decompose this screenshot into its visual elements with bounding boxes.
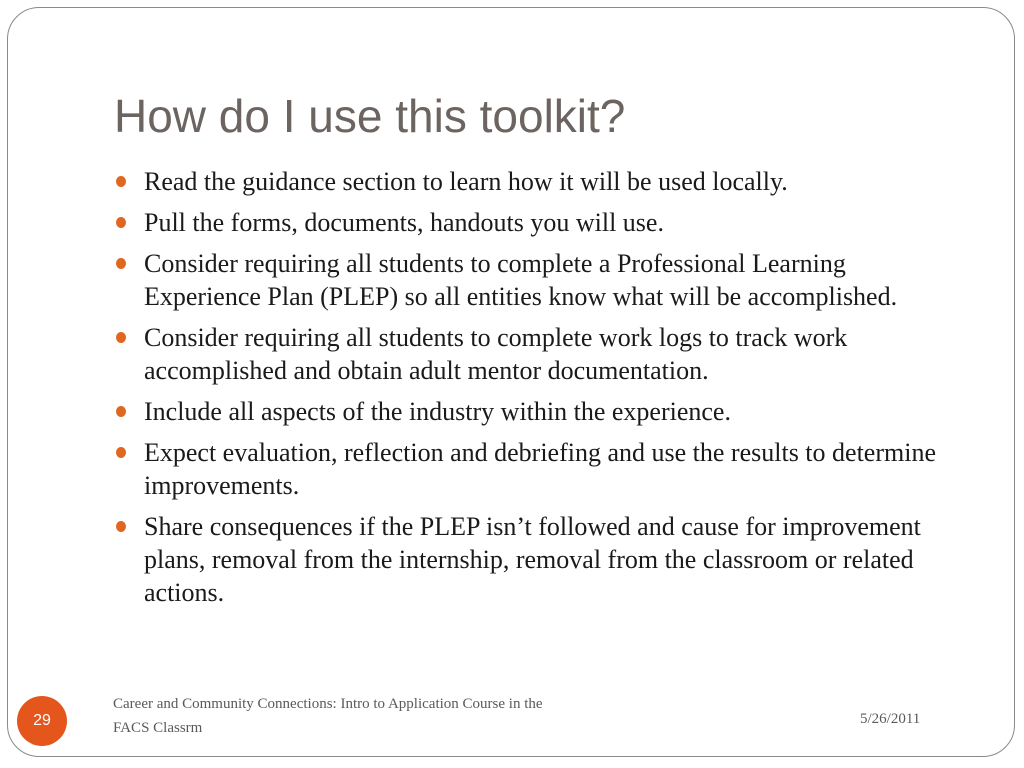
- bullet-dot-icon: [116, 176, 126, 187]
- page-number-badge: 29: [17, 696, 67, 746]
- bullet-text: Pull the forms, documents, handouts you will use.: [144, 208, 664, 237]
- bullet-text: Read the guidance section to learn how it will be used locally.: [144, 167, 788, 196]
- bullet-item: [114, 395, 954, 428]
- bullet-text: Consider requiring all students to complete a Professional Learning Experience Plan (PLEP) so all entities know what will be accomplished.: [144, 249, 898, 311]
- bullet-item: [114, 436, 954, 502]
- bullet-item: [114, 321, 954, 387]
- bullet-item: [114, 206, 954, 239]
- bullet-dot-icon: [116, 217, 126, 228]
- bullet-text: Consider requiring all students to complete work logs to track work accomplished and obtain adult mentor documentation.: [144, 323, 848, 385]
- bullet-dot-icon: [116, 521, 126, 532]
- slide-title: How do I use this toolkit?: [114, 90, 626, 142]
- bullet-dot-icon: [116, 447, 126, 458]
- bullet-text: Expect evaluation, reflection and debriefing and use the results to determine improvements.: [144, 438, 936, 500]
- bullet-text: Include all aspects of the industry within the experience.: [144, 397, 731, 426]
- bullet-text: Share consequences if the PLEP isn’t followed and cause for improvement plans, removal from the internship, removal from the classroom or related actions.: [144, 512, 921, 607]
- bullet-dot-icon: [116, 258, 126, 269]
- bullet-item: [114, 510, 954, 609]
- footer-date: 5/26/2011: [860, 711, 921, 727]
- bullet-item: [114, 247, 954, 313]
- bullet-dot-icon: [116, 332, 126, 343]
- bullet-item: [114, 165, 954, 198]
- bullet-dot-icon: [116, 406, 126, 417]
- footer-text: Career and Community Connections: Intro to Application Course in the FACS Classrm: [113, 696, 543, 736]
- bullet-list: [114, 165, 954, 617]
